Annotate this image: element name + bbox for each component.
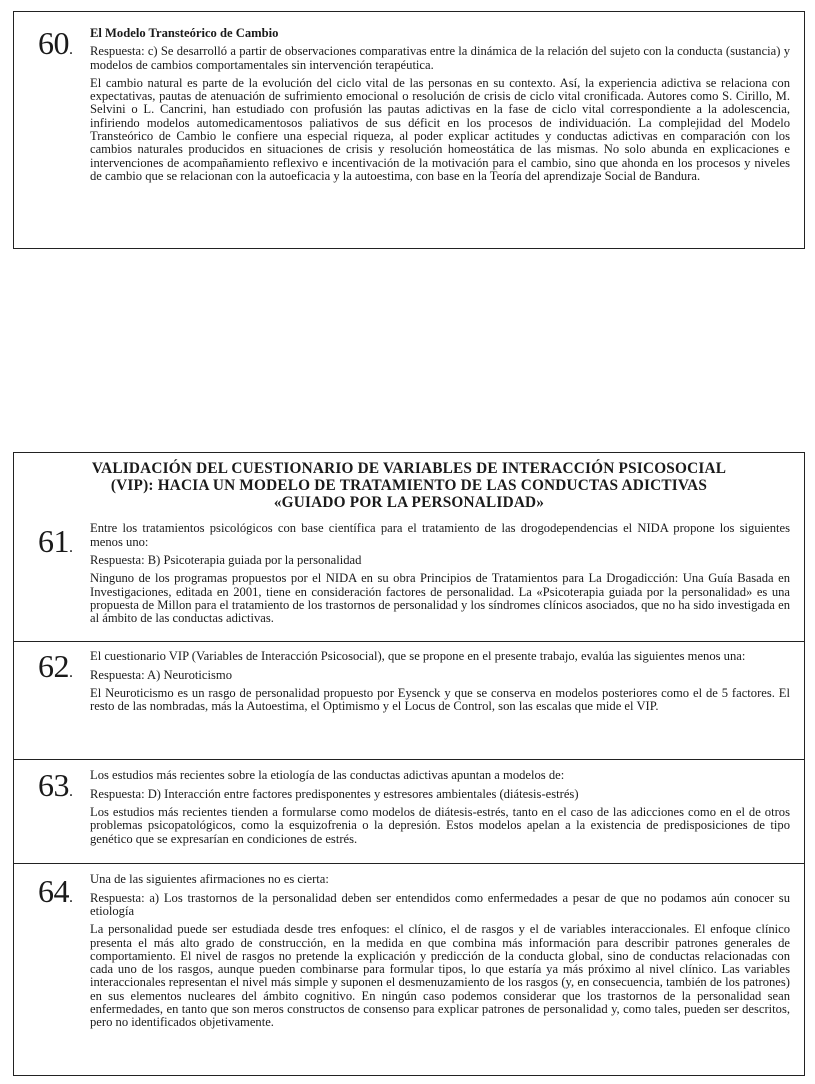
explanation-text: El Neuroticismo es un rasgo de personalidad propuesto por Eysenck y que se conserva en modelos posteriores como el de 5 factores. El resto de las nombradas, más la Autoestima, el Optimismo y el Locus de Control, son las escalas que mide el VIP. — [90, 685, 790, 714]
section-title — [14, 461, 804, 511]
question-text: Entre los tratamientos psicológicos con base científica para el tratamiento de las drogodependencias el NIDA propone los siguientes menos uno: — [90, 521, 790, 549]
section-title-line: (VIP): HACIA UN MODELO DE TRATAMIENTO DE LAS CONDUCTAS ADICTIVAS — [110, 476, 708, 494]
question-61 — [14, 517, 804, 641]
question-63 — [14, 760, 804, 863]
section-box — [13, 452, 805, 1076]
answer-text: Respuesta: A) Neuroticismo — [90, 667, 233, 682]
question-text: Una de las siguientes afirmaciones no es cierta: — [90, 872, 329, 887]
question-text: El cuestionario VIP (Variables de Interacción Psicosocial), que se propone en el presente trabajo, evalúa las siguientes menos una: — [90, 649, 746, 664]
question-title: El Modelo Transteórico de Cambio — [90, 26, 279, 40]
section-title-line: «GUIADO POR LA PERSONALIDAD» — [273, 493, 545, 511]
question-64 — [14, 864, 804, 1029]
question-60 — [14, 12, 804, 183]
explanation-text: La personalidad puede ser estudiada desde tres enfoques: el clínico, el de rasgos y el de variables interaccionales. El enfoque clínico presenta el más alto grado de construcción, en la medida en que combina más información para describir patrones generales de comportamiento. El nivel de rasgos no pretende la explicación y predicción de la conducta global, sino de conductas relacionadas con cada uno de los rasgos, aunque pueden combinarse para formular tipos, lo que estaría ya más próximo al nivel clínico. Las variables interaccionales representan el nivel más simple y suponen el desmenuzamiento de los rasgos (y, en consecuencia, también de los patrones) en sus elementos nucleares del ámbito cognitivo. En ningún caso podemos considerar que los trastornos de la personalidad sean enfermedades, en tanto que son meros constructos de consenso para explicar patrones de personalidad y, como tales, pueden ser descritos, pero no identificados objetivamente. — [90, 922, 790, 1030]
explanation-text: El cambio natural es parte de la evolución del ciclo vital de las personas en su contexto. Así, la experiencia adictiva se relaciona con expectativas, pautas de atenuación de sufrimiento emocional o resolución de crisis de ciclo vital cronificada. Autores como S. Cirillo, M. Selvini o L. Cancrini, han estudiado con profusión las pautas adictivas en la fase de ciclo vital correspondiente a la adolescencia, infiriendo modelos automedicamentosos paliativos de sus déficit en los procesos de individuación. La complejidad del Modelo Transteórico de Cambio le confiere una especial riqueza, al poder explicar actitudes y conductas adictivas en comparación con los cambios naturales producidos en situaciones de crisis y resolución homeostática de las mismas. No solo abunda en explicaciones e intervenciones de acompañamiento reflexivo e incentivación de la motivación para el cambio, sino que ahonda en los procesos y niveles de cambio que se relacionan con la autoeficacia y la autoestima, con base en la Teoría del aprendizaje Social de Bandura. — [90, 75, 790, 183]
explanation-text: Los estudios más recientes tienden a formularse como modelos de diátesis-estrés, tanto en el caso de las adicciones como en el de otros problemas psicopatológicos, como la esquizofrenia o la depresión. Estos modelos apelan a la existencia de predisposiciones de tipo genético que se expresarían en condiciones de estrés. — [90, 804, 790, 846]
section-title-line: VALIDACIÓN DEL CUESTIONARIO DE VARIABLES DE INTERACCIÓN PSICOSOCIAL — [91, 460, 727, 477]
question-text: Los estudios más recientes sobre la etiología de las conductas adictivas apuntan a modelos de: — [90, 768, 565, 783]
question-number: 62. — [38, 648, 73, 685]
question-number: 60. — [38, 25, 73, 61]
answer-text: Respuesta: a) Los trastornos de la personalidad deben ser entendidos como enfermedades a pesar de que no podamos aún conocer su etiología — [90, 890, 790, 918]
answer-text: Respuesta: D) Interacción entre factores predisponentes y estresores ambientales (diátesis-estrés) — [90, 786, 579, 801]
answer-text: Respuesta: c) Se desarrolló a partir de observaciones comparativas entre la dinámica de la relación del sujeto con la conducta (sustancia) y modelos de cambios comportamentales sin intervención terapéutica. — [90, 44, 790, 72]
answer-text: Respuesta: B) Psicoterapia guiada por la personalidad — [90, 552, 362, 567]
question-number: 64. — [38, 873, 73, 910]
question-number: 63. — [38, 767, 73, 804]
question-60-box — [13, 11, 805, 249]
explanation-text: Ninguno de los programas propuestos por el NIDA en su obra Principios de Tratamientos para La Drogadicción: Una Guía Basada en Investigaciones, editada en 2001, tiene en consideración factores de personalidad. La «Psicoterapia guiada por la personalidad» es una propuesta de Millon para el tratamiento de los trastornos de personalidad y los síndromes clínicos asociados, que no ha sido investigada en al ámbito de las conductas adictivas. — [90, 571, 790, 626]
question-number: 61. — [38, 523, 73, 560]
question-62 — [14, 642, 804, 759]
